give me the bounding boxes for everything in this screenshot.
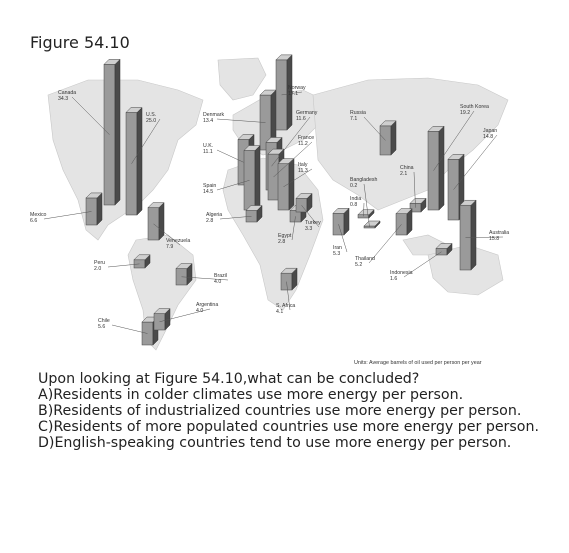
country-label-argentina — [196, 302, 218, 314]
country-label-algeria — [206, 212, 222, 224]
bar-u-s — [126, 108, 142, 216]
country-label-u-k — [203, 143, 213, 155]
country-label-germany — [296, 110, 317, 122]
bar-side-mexico — [97, 193, 102, 225]
country-name: Italy — [298, 162, 308, 168]
country-name: South Korea — [460, 104, 489, 110]
bar-china — [410, 198, 426, 212]
figure-title: Figure 54.10 — [30, 33, 130, 52]
country-name: Algeria — [206, 212, 223, 218]
country-value: 13.4 — [203, 118, 214, 124]
country-label-thailand — [355, 256, 375, 268]
bar-front-france — [268, 154, 279, 200]
country-name: U.S. — [146, 112, 157, 118]
bar-side-canada — [115, 59, 120, 205]
bar-spain — [244, 146, 260, 210]
country-name: Denmark — [203, 112, 225, 118]
bar-bangladesh — [364, 221, 380, 228]
country-value: 14.5 — [203, 189, 214, 195]
country-name: Argentina — [196, 302, 219, 308]
country-name: China — [400, 165, 414, 171]
country-value: 2.8 — [278, 239, 286, 245]
country-value: 5.2 — [355, 262, 363, 268]
country-value: 4.0 — [214, 279, 222, 285]
country-value: 15.8 — [489, 236, 500, 242]
option-a[interactable]: A)Residents in colder climates use more energy per person. — [38, 387, 464, 403]
country-value: 6.6 — [30, 218, 38, 224]
country-label-italy — [298, 162, 308, 174]
country-value: 2.1 — [400, 171, 408, 177]
country-label-bangladesh — [350, 177, 377, 189]
country-label-france — [298, 135, 314, 147]
bar-venezuela — [148, 203, 164, 240]
country-value: 7.9 — [166, 244, 174, 250]
country-label-canada — [58, 90, 76, 102]
country-label-norway — [288, 85, 306, 97]
country-value: 5.3 — [333, 251, 341, 257]
country-value: 11.2 — [298, 141, 308, 147]
bar-front-russia — [380, 126, 391, 155]
country-label-venezuela — [166, 238, 190, 250]
country-label-denmark — [203, 112, 224, 124]
option-d[interactable]: D)English-speaking countries tend to use more energy per person. — [38, 435, 512, 451]
country-value: 19.2 — [460, 110, 471, 116]
bar-argentina — [154, 309, 170, 330]
country-value: 0.2 — [350, 183, 358, 189]
bar-australia — [460, 200, 476, 270]
country-value: 25.0 — [146, 118, 157, 124]
country-value: 11.6 — [296, 116, 306, 122]
country-label-mexico — [30, 212, 46, 224]
country-name: Germany — [296, 110, 318, 116]
country-value: 2.8 — [206, 218, 214, 224]
country-name: Norway — [288, 85, 306, 91]
bar-side-russia — [391, 121, 396, 155]
bar-side-italy — [289, 159, 294, 210]
country-label-u-s — [146, 112, 156, 124]
country-value: 11.1 — [203, 149, 213, 155]
country-label-s-africa — [276, 303, 295, 315]
country-name: Mexico — [30, 212, 47, 218]
country-name: Spain — [203, 183, 217, 189]
country-name: Japan — [483, 128, 498, 134]
country-name: Canada — [58, 90, 77, 96]
country-name: Turkey — [305, 220, 321, 226]
country-name: Australia — [489, 230, 510, 236]
country-name: Brazil — [214, 273, 227, 279]
country-name: Thailand — [355, 256, 375, 262]
question-block — [38, 371, 543, 451]
bar-canada — [104, 59, 120, 205]
country-label-turkey — [305, 220, 321, 232]
bar-front-brazil — [176, 269, 187, 285]
option-b[interactable]: B)Residents of industrialized countries use more energy per person. — [38, 403, 522, 419]
country-name: Chile — [98, 318, 110, 324]
bar-side-south-korea — [439, 126, 444, 210]
country-name: Russia — [350, 110, 366, 116]
question-stem: Upon looking at Figure 54.10,what can be concluded? — [38, 371, 420, 387]
bar-russia — [380, 121, 396, 155]
oil-consumption-map-figure — [28, 40, 540, 366]
country-name: Indonesia — [390, 270, 413, 276]
country-value: 14.8 — [483, 134, 494, 140]
bar-south-korea — [428, 126, 444, 210]
country-name: Venezuela — [166, 238, 191, 244]
country-label-china — [400, 165, 414, 177]
country-name: Iran — [333, 245, 342, 251]
bar-thailand — [396, 209, 412, 235]
bar-mexico — [86, 193, 102, 225]
country-name: France — [298, 135, 315, 141]
country-label-indonesia — [390, 270, 413, 282]
country-value: 0.8 — [350, 202, 358, 208]
bar-side-venezuela — [159, 203, 164, 240]
bar-s-africa — [281, 268, 297, 290]
country-label-peru — [94, 260, 105, 272]
bar-side-spain — [255, 146, 260, 210]
country-value: 4.0 — [196, 308, 204, 314]
country-name: India — [350, 196, 362, 202]
country-label-egypt — [278, 233, 291, 245]
country-value: 2.0 — [94, 266, 102, 272]
bar-side-australia — [471, 200, 476, 270]
country-value: 11.3 — [298, 168, 308, 174]
country-value: 34.3 — [58, 96, 69, 102]
country-label-australia — [489, 230, 509, 242]
country-name: Peru — [94, 260, 105, 266]
country-name: S. Africa — [276, 303, 296, 309]
bar-iran — [333, 208, 349, 235]
country-value: 17.1 — [288, 91, 299, 97]
bar-italy — [278, 159, 294, 210]
bar-brazil — [176, 264, 192, 285]
bar-algeria — [246, 206, 262, 222]
country-label-india — [350, 196, 361, 208]
country-value: 3.3 — [305, 226, 313, 232]
country-label-spain — [203, 183, 216, 195]
country-name: Egypt — [278, 233, 292, 239]
country-value: 7.1 — [350, 116, 358, 122]
country-label-south-korea — [460, 104, 489, 116]
bar-side-u-s — [137, 108, 142, 216]
country-label-russia — [350, 110, 366, 122]
bar-turkey — [296, 193, 312, 212]
country-value: 1.6 — [390, 276, 398, 282]
country-label-brazil — [214, 273, 227, 285]
country-label-chile — [98, 318, 110, 330]
option-c[interactable]: C)Residents of more populated countries use more energy per person. — [38, 419, 539, 435]
units-note: Units: Average barrels of oil used per person per year — [354, 360, 482, 366]
bar-front-chile — [142, 322, 153, 345]
country-name: U.K. — [203, 143, 214, 149]
country-label-japan — [483, 128, 497, 140]
country-value: 5.6 — [98, 324, 106, 330]
country-label-iran — [333, 245, 342, 257]
country-value: 4.1 — [276, 309, 284, 315]
bar-india — [358, 210, 374, 218]
country-name: Bangladesh — [350, 177, 378, 183]
